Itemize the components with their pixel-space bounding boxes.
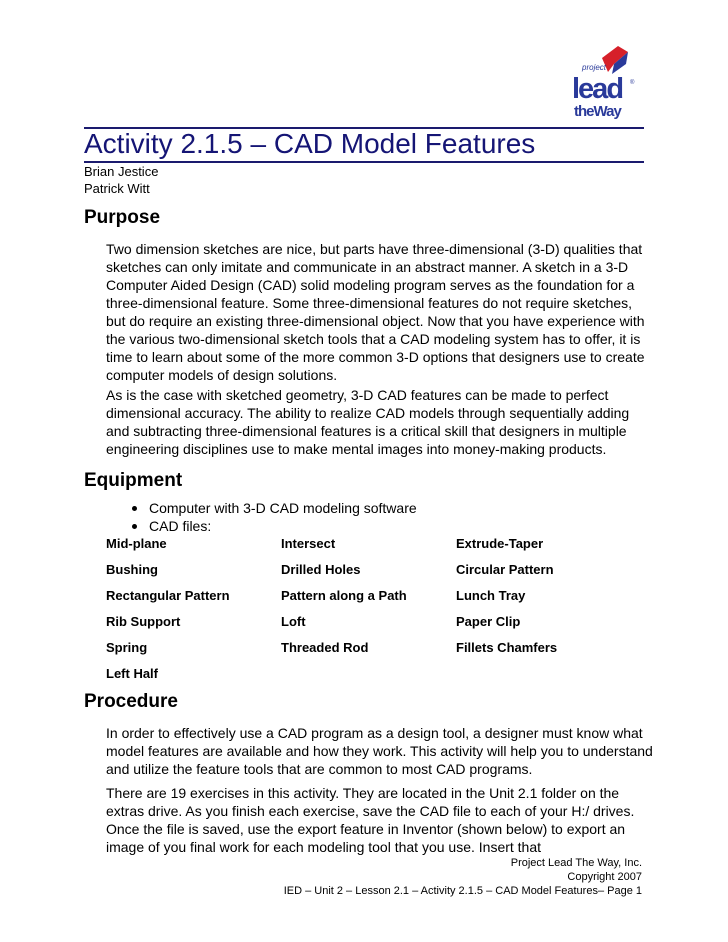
footer-company: Project Lead The Way, Inc. <box>510 857 642 869</box>
logo-small-text: project <box>582 63 607 72</box>
table-row <box>106 536 646 554</box>
page-title: Activity 2.1.5 – CAD Model Features <box>84 128 536 159</box>
cad-file-name: Lunch Tray <box>456 588 526 603</box>
list-item: Computer with 3-D CAD modeling software <box>127 499 417 517</box>
logo-lead-text: lead <box>572 73 623 105</box>
cad-file-name: Drilled Holes <box>281 562 361 577</box>
cad-file-name: Intersect <box>281 536 336 551</box>
cad-file-name: Pattern along a Path <box>281 588 407 603</box>
purpose-paragraph-1: Two dimension sketches are nice, but parts have three-dimensional (3-D) qualities that sketches can only imitate and communicate in an abstract manner. A sketch in a 3-D Computer Aided Design (CAD) solid modeling program serves as the foundation for a three-dimensional feature. Some three-dimensional features do not require sketches, but do require an existing three-dimensional object. Now that you have experience with the various two-dimensional sketch tools that a CAD modeling system has to offer, it is time to learn about some of the more common 3-D options that designers use to create computer models of design solutions. <box>106 241 645 383</box>
footer-copyright: Copyright 2007 <box>567 871 642 883</box>
equipment-list <box>127 499 417 535</box>
purpose-paragraph-2: As is the case with sketched geometry, 3-D CAD features can be made to perfect dimensional accuracy. The ability to realize CAD models through sequentially adding and subtracting three-dimensional features is a critical skill that designers in multiple engineering disciplines use to make mental images into money-making products. <box>106 387 630 457</box>
table-row <box>106 666 646 684</box>
cad-file-name: Rectangular Pattern <box>106 588 230 603</box>
table-row <box>106 588 646 606</box>
cad-file-name: Threaded Rod <box>281 640 369 655</box>
table-row <box>106 562 646 580</box>
equipment-heading: Equipment <box>84 470 183 491</box>
author-name: Brian Jestice <box>84 164 159 179</box>
cad-file-name: Paper Clip <box>456 614 521 629</box>
cad-file-name: Rib Support <box>106 614 181 629</box>
cad-file-name: Bushing <box>106 562 158 577</box>
table-row <box>106 640 646 658</box>
procedure-heading: Procedure <box>84 691 178 712</box>
procedure-paragraph-2: There are 19 exercises in this activity. They are located in the Unit 2.1 folder on the extras drive. As you finish each exercise, save the CAD file to each of your H:/ drives. Once the file is saved, use the export feature in Inventor (shown below) to export an image of you final work for each modeling tool that you use. Insert that <box>106 785 635 855</box>
list-item: CAD files: <box>127 517 417 535</box>
cad-file-name: Spring <box>106 640 148 655</box>
purpose-heading: Purpose <box>84 207 161 228</box>
cad-file-name: Mid-plane <box>106 536 167 551</box>
cad-file-name: Left Half <box>106 666 158 681</box>
authors <box>84 163 158 197</box>
procedure-paragraph-1: In order to effectively use a CAD program as a design tool, a designer must know what model features are available and how they work. This activity will help you to understand and utilize the feature tools that are common to most CAD programs. <box>106 725 653 777</box>
table-row <box>106 614 646 632</box>
cad-file-name: Extrude-Taper <box>456 536 544 551</box>
footer-page-line: IED – Unit 2 – Lesson 2.1 – Activity 2.1.5 – CAD Model Features– Page 1 <box>283 885 642 897</box>
logo-registered-mark: ® <box>630 80 635 86</box>
cad-file-name: Fillets Chamfers <box>456 640 558 655</box>
cad-file-name: Circular Pattern <box>456 562 554 577</box>
cad-file-name: Loft <box>281 614 306 629</box>
pltw-logo <box>568 44 638 120</box>
page-footer <box>284 856 642 898</box>
author-name: Patrick Witt <box>84 181 150 196</box>
logo-theway-text: theWay <box>574 103 621 120</box>
